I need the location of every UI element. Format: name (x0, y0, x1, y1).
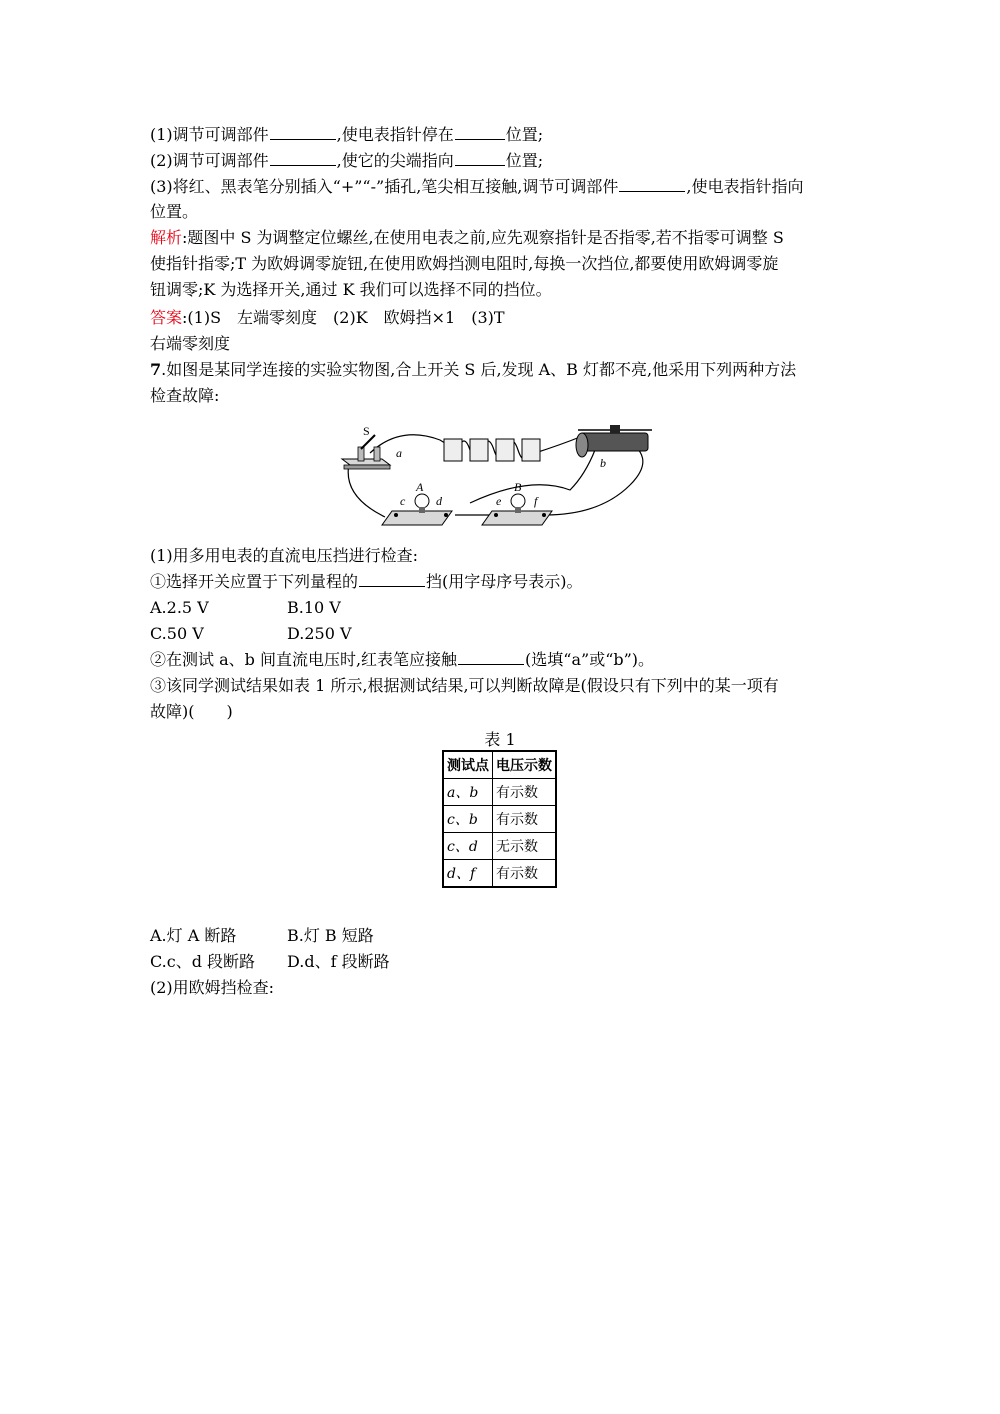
answer-blank[interactable] (458, 648, 524, 665)
q7-line-1 (150, 358, 796, 382)
part1-heading: (1)用多用电表的直流电压挡进行检查: (150, 546, 419, 565)
question-line-2 (150, 149, 543, 173)
label-e: e (496, 494, 502, 508)
answer-line-1 (150, 306, 505, 330)
analysis-line-3: 钮调零;K 为选择开关,通过 K 我们可以选择不同的挡位。 (150, 280, 552, 299)
text: (3)将红、黑表笔分别插入“+”“-”插孔,笔尖相互接触,调节可调部件 (150, 177, 619, 196)
sub-question-3-line-1: ③该同学测试结果如表 1 所示,根据测试结果,可以判断故障是(假设只有下列中的某一项有 (150, 676, 779, 695)
header-cell: 测试点 (443, 751, 493, 779)
answer-option-b[interactable]: B.灯 B 短路 (287, 926, 374, 945)
question-line-1 (150, 123, 543, 147)
option-b[interactable]: B.10 V (287, 598, 341, 617)
circuit-figure (330, 415, 660, 527)
table-cell: 有示数 (493, 806, 557, 833)
sub-question-1 (150, 570, 583, 594)
text: ,使电表指针停在 (336, 125, 454, 144)
text: (1)调节可调部件 (150, 125, 269, 144)
table-cell: 有示数 (493, 860, 557, 888)
table-cell: a、b (443, 779, 493, 806)
table-row (443, 833, 556, 860)
label-f: f (534, 494, 538, 508)
sub-question-2 (150, 648, 654, 672)
answer-option-a[interactable]: A.灯 A 断路 (150, 926, 237, 945)
solenoid (444, 439, 540, 461)
text: (2)调节可调部件 (150, 151, 269, 170)
sub-question-3-line-2: 故障)( ) (150, 702, 233, 721)
answer-blank[interactable] (359, 570, 425, 587)
label-c: c (400, 494, 406, 508)
question-number: 7 (150, 360, 162, 379)
answer-blank[interactable] (455, 123, 505, 140)
label-B: B (514, 480, 522, 494)
table-cell: c、b (443, 806, 493, 833)
label-A: A (416, 480, 424, 494)
option-c[interactable]: C.50 V (150, 624, 204, 643)
part2-heading: (2)用欧姆挡检查: (150, 978, 275, 997)
answer-blank[interactable] (270, 149, 336, 166)
text: ①选择开关应置于下列量程的 (150, 572, 359, 591)
answer-blank[interactable] (455, 149, 505, 166)
table-row (443, 806, 556, 833)
text: ,使电表指针指向 (686, 177, 804, 196)
text: ②在测试 a、b 间直流电压时,红表笔应接触 (150, 650, 458, 669)
test-results-table (442, 750, 557, 888)
analysis-label: 解析 (150, 228, 183, 247)
analysis-line-1 (150, 226, 784, 250)
text: .如图是某同学连接的实验实物图,合上开关 S 后,发现 A、B 灯都不亮,他采用下列两种方法 (161, 360, 797, 379)
question-line-3 (150, 175, 803, 199)
wire (370, 435, 448, 453)
label-d: d (436, 494, 442, 508)
option-a[interactable]: A.2.5 V (150, 598, 209, 617)
table-caption: 表 1 (484, 730, 516, 749)
lamp-board-b (482, 494, 552, 525)
answer-option-c[interactable]: C.c、d 段断路 (150, 952, 256, 971)
q7-line-2: 检查故障: (150, 386, 220, 405)
table-cell: c、d (443, 833, 493, 860)
answer-blank[interactable] (619, 175, 685, 192)
wire (535, 437, 580, 453)
text: ,使它的尖端指向 (336, 151, 454, 170)
table-cell: d、f (443, 860, 493, 888)
text: (选填“a”或“b”)。 (525, 650, 655, 669)
coil-wire (458, 441, 530, 459)
text: 挡(用字母序号表示)。 (426, 572, 583, 591)
answer-label: 答案 (150, 308, 183, 327)
analysis-line-2: 使指针指零;T 为欧姆调零旋钮,在使用欧姆挡测电阻时,每换一次挡位,都要使用欧姆调零旋 (150, 254, 779, 273)
label-b: b (600, 456, 606, 470)
question-line-3b: 位置。 (150, 202, 199, 221)
text: :(1)S 左端零刻度 (2)K 欧姆挡×1 (3)T (182, 308, 505, 327)
text: 位置; (505, 125, 544, 144)
table-cell: 无示数 (493, 833, 557, 860)
answer-option-d[interactable]: D.d、f 段断路 (287, 952, 390, 971)
header-cell: 电压示数 (493, 751, 557, 779)
text: :题图中 S 为调整定位螺丝,在使用电表之前,应先观察指针是否指零,若不指零可调整 S (182, 228, 784, 247)
answer-line-2: 右端零刻度 (150, 334, 231, 353)
label-S: S (363, 424, 370, 438)
table-row (443, 860, 556, 888)
option-d[interactable]: D.250 V (287, 624, 352, 643)
table-header-row (443, 751, 556, 779)
text: 位置; (505, 151, 544, 170)
answer-blank[interactable] (270, 123, 336, 140)
table-cell: 有示数 (493, 779, 557, 806)
label-a: a (396, 446, 402, 460)
switch-s (342, 435, 390, 469)
table-row (443, 779, 556, 806)
